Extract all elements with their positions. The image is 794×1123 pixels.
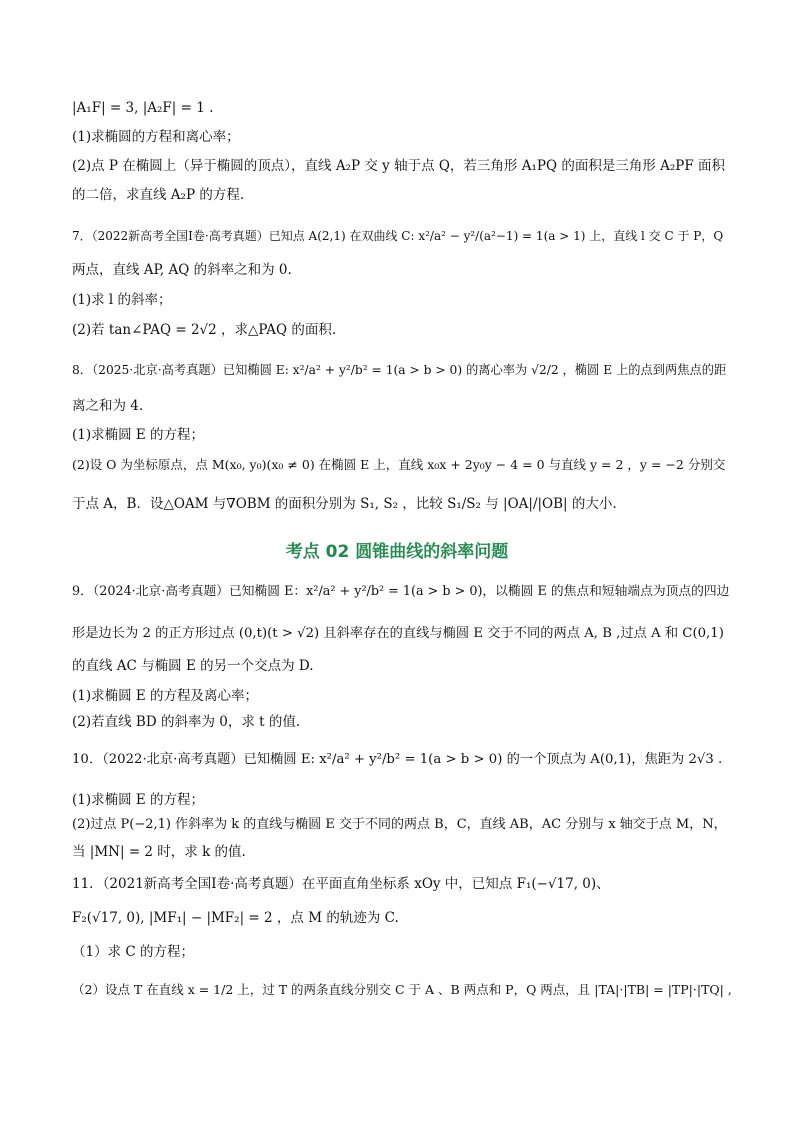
question-7-stem: 7．（2022新高考全国Ⅰ卷·高考真题）已知点 A(2,1) 在双曲线 C: x²/a² − y²/(a²−1) = 1(a > 1) 上，直线 l 交 C 于 P，Q [72, 229, 724, 243]
text-line: (2)设 O 为坐标原点，点 M(x₀, y₀)(x₀ ≠ 0) 在椭圆 E 上，直线 x₀x + 2y₀y − 4 = 0 与直线 y = 2 ，y = −2 分别交 [72, 457, 726, 472]
text-line: 形是边长为 2 的正方形过点 (0,t)(t > √2) 且斜率存在的直线与椭圆 E 交于不同的两点 A, B ,过点 A 和 C(0,1) [72, 626, 724, 641]
text-line: （1）求 C 的方程； [72, 944, 195, 960]
text-line: (2)点 P 在椭圆上（异于椭圆的顶点），直线 A₂P 交 y 轴于点 Q，若三角形 A₁PQ 的面积是三角形 A₂PF 面积 [72, 158, 726, 174]
text-line: (1)求椭圆 E 的方程； [72, 427, 205, 443]
text-line: (2)过点 P(−2,1) 作斜率为 k 的直线与椭圆 E 交于不同的两点 B，C，直线 AB，AC 分别与 x 轴交于点 M，N， [72, 817, 727, 832]
question-10-stem: 10．（2022·北京·高考真题）已知椭圆 E: x²/a² + y²/b² = 1(a > b > 0) 的一个顶点为 A(0,1)，焦距为 2√3 . [72, 752, 723, 767]
text-line: 当 |MN| = 2 时，求 k 的值. [72, 844, 246, 860]
question-8-stem: 8．（2025·北京·高考真题）已知椭圆 E: x²/a² + y²/b² = 1(a > b > 0) 的离心率为 √2/2 ，椭圆 E 上的点到两焦点的距 [72, 363, 727, 377]
text-line: (1)求椭圆的方程和离心率； [72, 129, 240, 145]
text-line: （2）设点 T 在直线 x = 1/2 上，过 T 的两条直线分别交 C 于 A 、B 两点和 P，Q 两点，且 |TA|·|TB| = |TP|·|TQ| , [72, 982, 732, 997]
section-title: 考点 02 圆锥曲线的斜率问题 [285, 542, 509, 562]
text-line: 两点，直线 AP, AQ 的斜率之和为 0. [72, 262, 292, 278]
text-line: (1)求 l 的斜率； [72, 292, 172, 308]
text-line: (2)若直线 BD 的斜率为 0，求 t 的值. [72, 714, 301, 730]
text-line: 离之和为 4. [72, 398, 144, 414]
question-11-stem: 11．（2021新高考全国Ⅰ卷·高考真题）在平面直角坐标系 xOy 中，已知点 F₁(−√17, 0)、 [72, 876, 610, 892]
text-line: F₂(√17, 0), |MF₁| − |MF₂| = 2 ，点 M 的轨迹为 C. [72, 910, 399, 926]
question-9-stem: 9．（2024·北京·高考真题）已知椭圆 E：x²/a² + y²/b² = 1(a > b > 0)，以椭圆 E 的焦点和短轴端点为顶点的四边 [72, 584, 730, 599]
text-line: (1)求椭圆 E 的方程及离心率； [72, 688, 259, 704]
text-line: 的直线 AC 与椭圆 E 的另一个交点为 D. [72, 658, 314, 674]
text-line: 于点 A，B．设△OAM 与∇OBM 的面积分别为 S₁, S₂ ，比较 S₁/S₂ 与 |OA|/|OB| 的大小. [72, 496, 617, 512]
text-line: (2)若 tan∠PAQ = 2√2 ，求△PAQ 的面积. [72, 322, 337, 338]
text-line: (1)求椭圆 E 的方程； [72, 792, 205, 808]
text-line: |A₁F| = 3, |A₂F| = 1 . [72, 100, 214, 116]
text-line: 的二倍，求直线 A₂P 的方程. [72, 187, 245, 203]
